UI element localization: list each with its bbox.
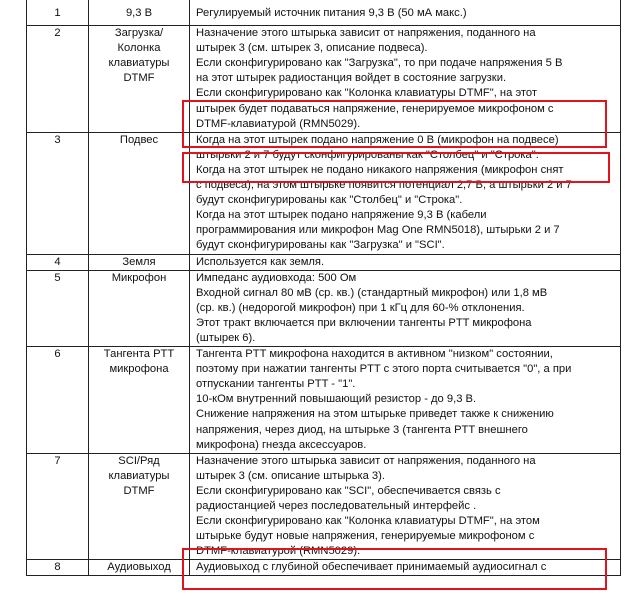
description-line: Используется как земля. [196, 255, 325, 268]
description-line: Если сконфигурировано как "SCI", обеспечивается связь с [196, 484, 501, 497]
table-row [27, 26, 621, 133]
pin-number: 3 [27, 132, 89, 254]
description-line: Когда на этот штырек не подано никакого напряжения (микрофон снят [196, 163, 564, 176]
pin-name-line: Аудиовыход [107, 561, 171, 574]
pin-name [89, 347, 190, 454]
pin-name [89, 254, 190, 270]
description-line: Аудиовыход с глубиной обеспечивает принимаемый аудиосигнал с [196, 561, 547, 574]
description-paragraph [196, 56, 620, 86]
table-row [27, 254, 621, 270]
pin-table-body [27, 0, 621, 576]
pin-number: 6 [27, 347, 89, 454]
pin-name [89, 453, 190, 560]
table-row [27, 560, 621, 576]
description-paragraph [196, 163, 620, 208]
description-line: DTMF-клавиатурой (RMN5029). [196, 117, 361, 130]
description-line: Этот тракт включается при включении тангенты PTT микрофона [196, 316, 532, 329]
pin-description [190, 347, 621, 454]
description-line: Тангента PTT микрофона находится в активном "низком" состоянии, [196, 348, 553, 361]
description-paragraph [196, 347, 620, 392]
description-line: (ср. кв.) (недорогой микрофон) при 1 кГц для 60-% отклонения. [196, 301, 525, 314]
pin-number: 1 [27, 0, 89, 26]
pin-name [89, 270, 190, 346]
description-line: Если сконфигурировано как "Колонка клавиатуры DTMF", на этом [196, 515, 540, 528]
description-line: с подвеса), на этом штырьке появится потенциал 2,7 В, а штырьки 2 и 7 [196, 179, 572, 192]
description-paragraph [196, 255, 620, 270]
description-paragraph [196, 6, 620, 21]
pin-number: 5 [27, 270, 89, 346]
description-line: микрофона) гнезда аксессуаров. [196, 438, 367, 451]
pin-description [190, 560, 621, 576]
table-row [27, 0, 621, 26]
description-paragraph [196, 560, 620, 575]
description-paragraph [196, 26, 620, 56]
description-paragraph [196, 86, 620, 131]
pin-table [26, 0, 621, 576]
description-line: будут сконфигурированы как "Загрузка" и "SCI". [196, 239, 445, 252]
description-line: Назначение этого штырька зависит от напряжения, поданного на [196, 454, 536, 467]
pin-name-line: Подвес [119, 133, 159, 146]
description-paragraph [196, 484, 620, 514]
description-line: Входной сигнал 80 мВ (ср. кв.) (стандартный микрофон) или 1,8 мВ [196, 286, 548, 299]
pin-name-line: микрофона [109, 363, 169, 376]
pin-number: 8 [27, 560, 89, 576]
description-paragraph [196, 514, 620, 559]
table-row [27, 270, 621, 346]
pin-name-line: DTMF [123, 72, 155, 85]
pin-description [190, 132, 621, 254]
description-line: радиостанцией через последовательный интерфейс . [196, 500, 477, 512]
description-line: штырек 3 (см. штырек 3, описание подвеса). [196, 42, 428, 55]
pin-name-line: клавиатуры [108, 57, 170, 70]
description-line: штырек будет подаваться напряжение, генерируемое микрофоном с [196, 102, 554, 115]
description-line: штырьке будут новые напряжения, генерируемые микрофоном с [196, 530, 535, 543]
description-line: Назначение этого штырька зависит от напряжения, поданного на [196, 27, 536, 40]
pin-description [190, 0, 621, 26]
pin-name [89, 560, 190, 576]
pin-name [89, 0, 190, 26]
pin-name-line: 9,3 В [125, 7, 153, 19]
pin-name-line: Колонка [117, 42, 161, 55]
pin-number: 7 [27, 453, 89, 560]
pin-name-line: Микрофон [111, 271, 167, 284]
description-paragraph [196, 208, 620, 253]
pin-name-line: Тангента PTT [103, 348, 175, 361]
description-paragraph [196, 133, 620, 163]
description-line: (штырек 6). [196, 331, 256, 344]
description-line: Импеданс аудиовхода: 500 Ом [196, 271, 357, 284]
pin-name-line: DTMF [123, 484, 155, 497]
description-line: 10-кОм внутренний повышающий резистор - до 9,3 В. [196, 393, 477, 406]
description-line: Снижение напряжения на этом штырьке приведет также к снижению [196, 408, 554, 421]
table-row [27, 347, 621, 454]
description-line: напряжения, через диод, на штырьке 3 (тангента PTT внешнего [196, 423, 528, 436]
table-row [27, 132, 621, 254]
description-line: поэтому при нажатии тангенты PTT с этого порта считывается "0", а при [196, 363, 572, 376]
description-paragraph [196, 271, 620, 346]
description-line: Регулируемый источник питания 9,3 В (50 мА макс.) [196, 7, 467, 19]
table-row [27, 453, 621, 560]
pin-description [190, 453, 621, 560]
description-line: штырьки 2 и 7 будут сконфигурированы как "Столбец" и "Строка". [196, 148, 539, 161]
pin-description [190, 270, 621, 346]
description-line: Когда на этот штырек подано напряжение 0 В (микрофон на подвесе) [196, 133, 559, 146]
description-paragraph [196, 392, 620, 407]
description-line: Если сконфигурировано как "Загрузка", то при подаче напряжения 5 В [196, 57, 563, 70]
pin-description [190, 254, 621, 270]
description-paragraph [196, 407, 620, 452]
description-line: на этот штырек радиостанция войдет в состояние загрузки. [196, 72, 507, 85]
description-line: программирования или микрофон Mag One RMN5018), штырьки 2 и 7 [196, 224, 560, 237]
description-line: Когда на этот штырек подано напряжение 9,3 В (кабели [196, 209, 487, 222]
pin-number: 4 [27, 254, 89, 270]
pin-name [89, 26, 190, 133]
description-line: штырек 3 (см. описание штырька 3). [196, 469, 385, 482]
description-paragraph [196, 454, 620, 484]
description-line: отпускании тангенты PTT - "1". [196, 378, 356, 391]
description-line: Если сконфигурировано как "Колонка клавиатуры DTMF", на этот [196, 87, 537, 100]
description-line: будут сконфигурированы как "Столбец" и "Строка". [196, 194, 463, 207]
pin-name-line: клавиатуры [108, 469, 170, 482]
pin-description [190, 26, 621, 133]
pin-number: 2 [27, 26, 89, 133]
pin-name-line: SCI/Ряд [118, 454, 160, 467]
pin-name-line: Земля [122, 255, 156, 268]
description-line: DTMF-клавиатурой (RMN5029). [196, 545, 361, 558]
pin-name-line: Загрузка/ [114, 27, 164, 40]
pin-name [89, 132, 190, 254]
